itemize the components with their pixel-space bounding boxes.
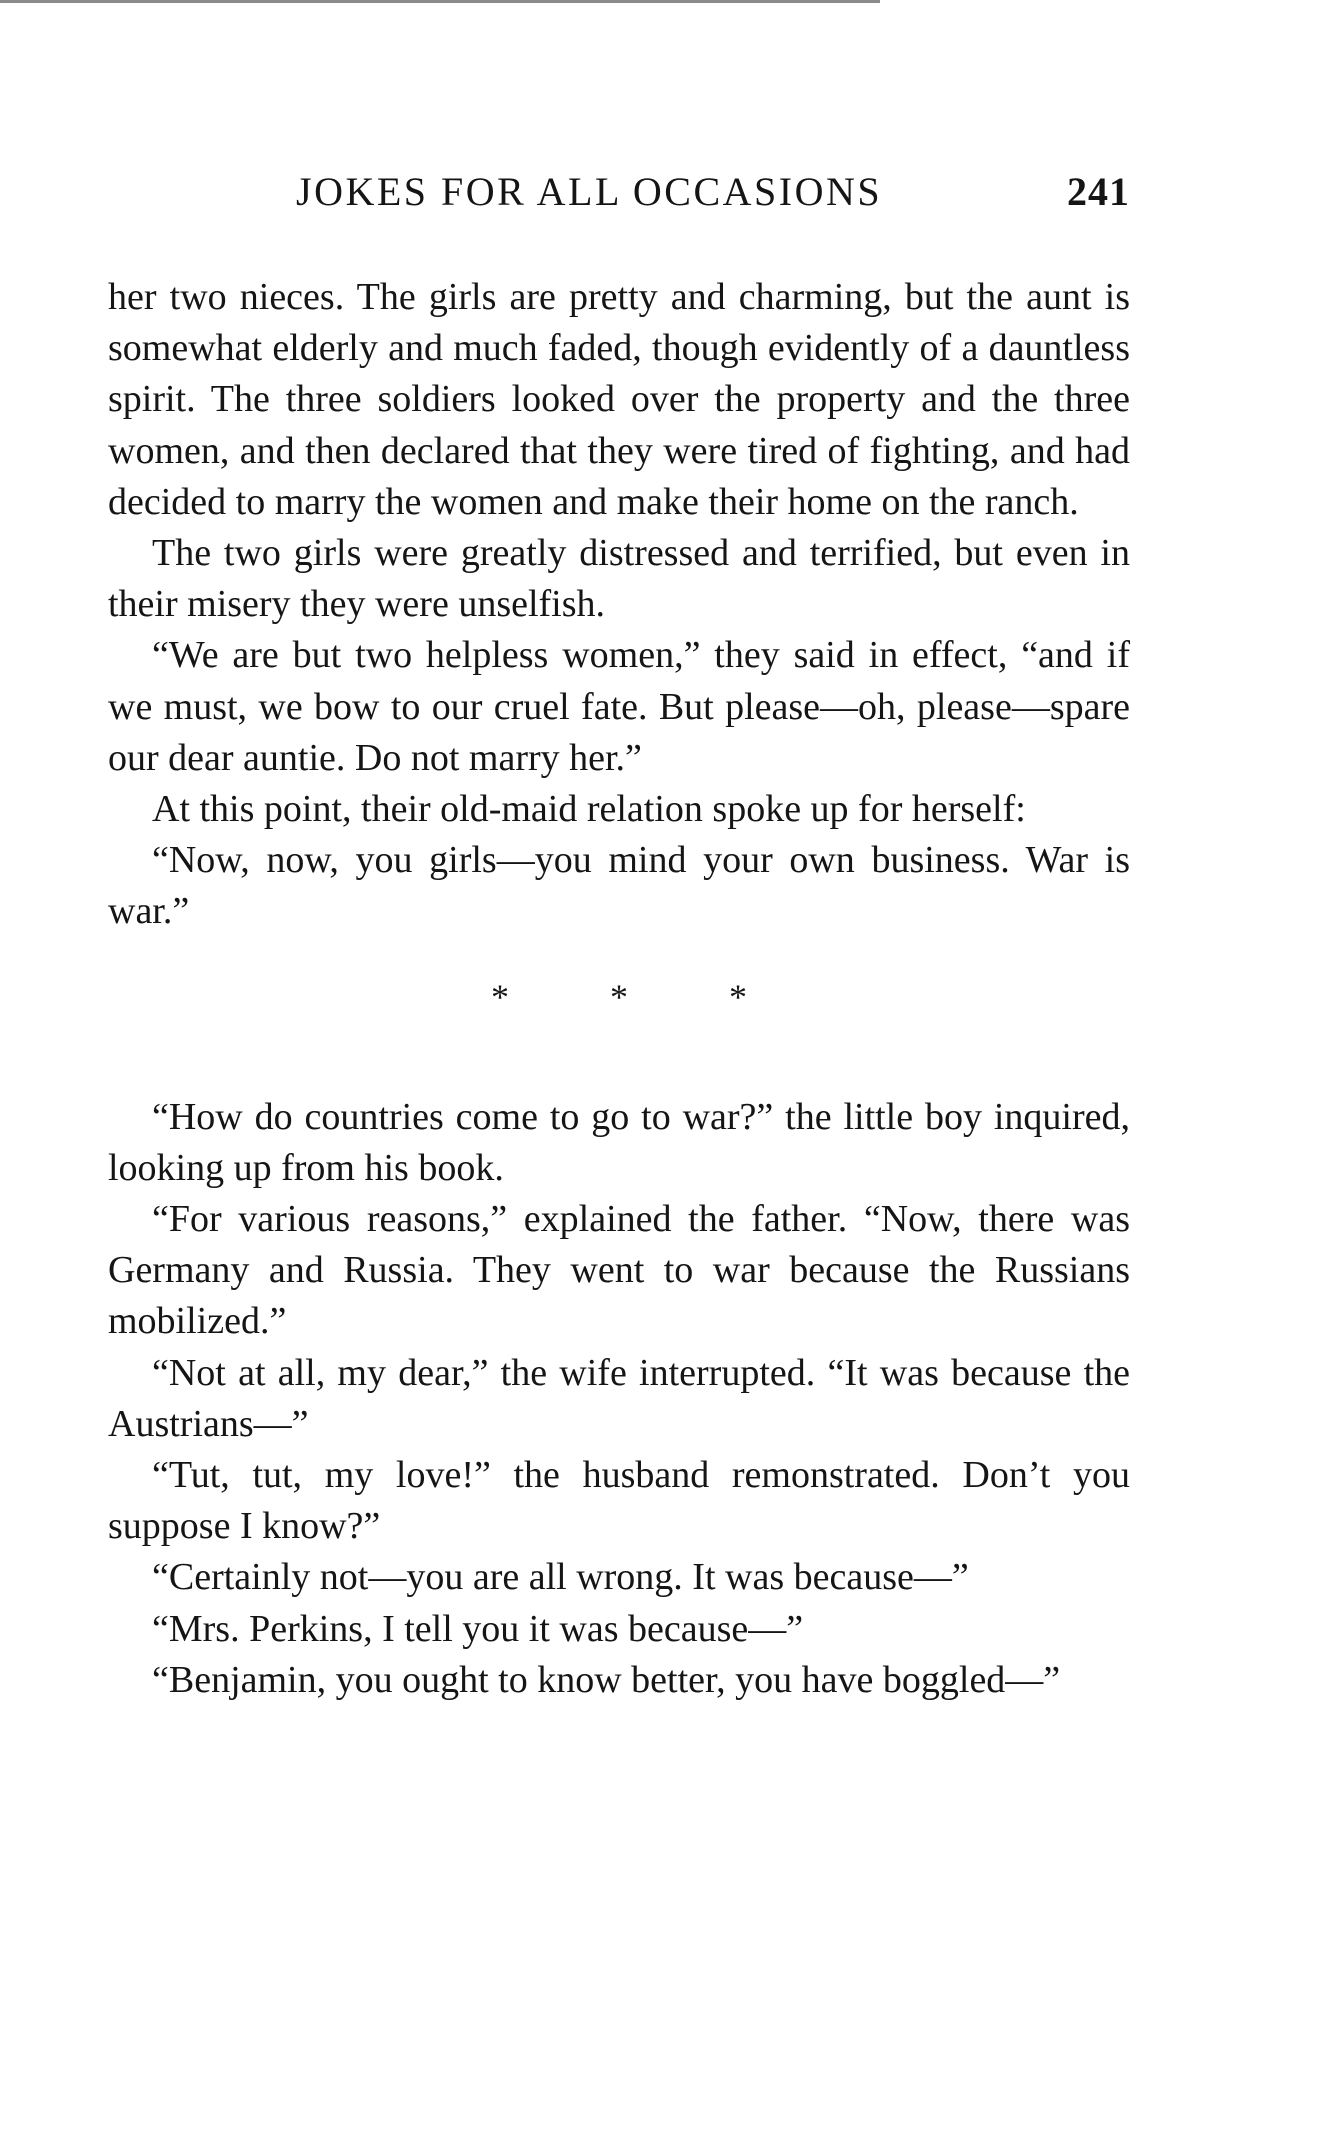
page-number: 241 [1067,169,1130,214]
paragraph: “Certainly not—you are all wrong. It was because—” [152,1556,969,1599]
paragraph-continued: her two nieces. The girls are pretty and charming, but the aunt is somewhat elderly and much faded, though evidently of a dauntless spirit. The three soldiers looked over the property and the three women, and then declared that they were tired of fighting, and had decided to marry the women and make their home on the ranch. [108,276,1130,523]
paragraph: “Tut, tut, my love!” the husband remonstrated. Don’t you suppose I know?” [108,1454,1130,1548]
paragraph: “Benjamin, you ought to know better, you have boggled—” [152,1658,1061,1701]
running-head-title: JOKES FOR ALL OCCASIONS [296,169,883,214]
paragraph: “Mrs. Perkins, I tell you it was because—” [152,1607,804,1650]
page-top-edge-rule [0,0,880,3]
section-divider [108,938,1130,1092]
asterisk-divider: * * * [491,976,793,1017]
paragraph: “Now, now, you girls—you mind your own business. War is war.” [108,839,1130,933]
paragraph: “For various reasons,” explained the father. “Now, there was Germany and Russia. They went to war because the Russians mobilized.” [108,1198,1130,1343]
paragraph: “Not at all, my dear,” the wife interrupted. “It was because the Austrians—” [108,1351,1130,1445]
page-body [108,272,1130,1706]
paragraph: At this point, their old-maid relation spoke up for herself: [152,788,1026,831]
paragraph: “We are but two helpless women,” they said in effect, “and if we must, we bow to our cruel fate. But please—oh, please—spare our dear auntie. Do not marry her.” [108,634,1130,779]
running-head [108,168,1130,218]
paragraph: “How do countries come to go to war?” the little boy inquired, looking up from his book. [108,1095,1130,1189]
paragraph: The two girls were greatly distressed and terrified, but even in their misery they were unselfish. [108,532,1130,626]
